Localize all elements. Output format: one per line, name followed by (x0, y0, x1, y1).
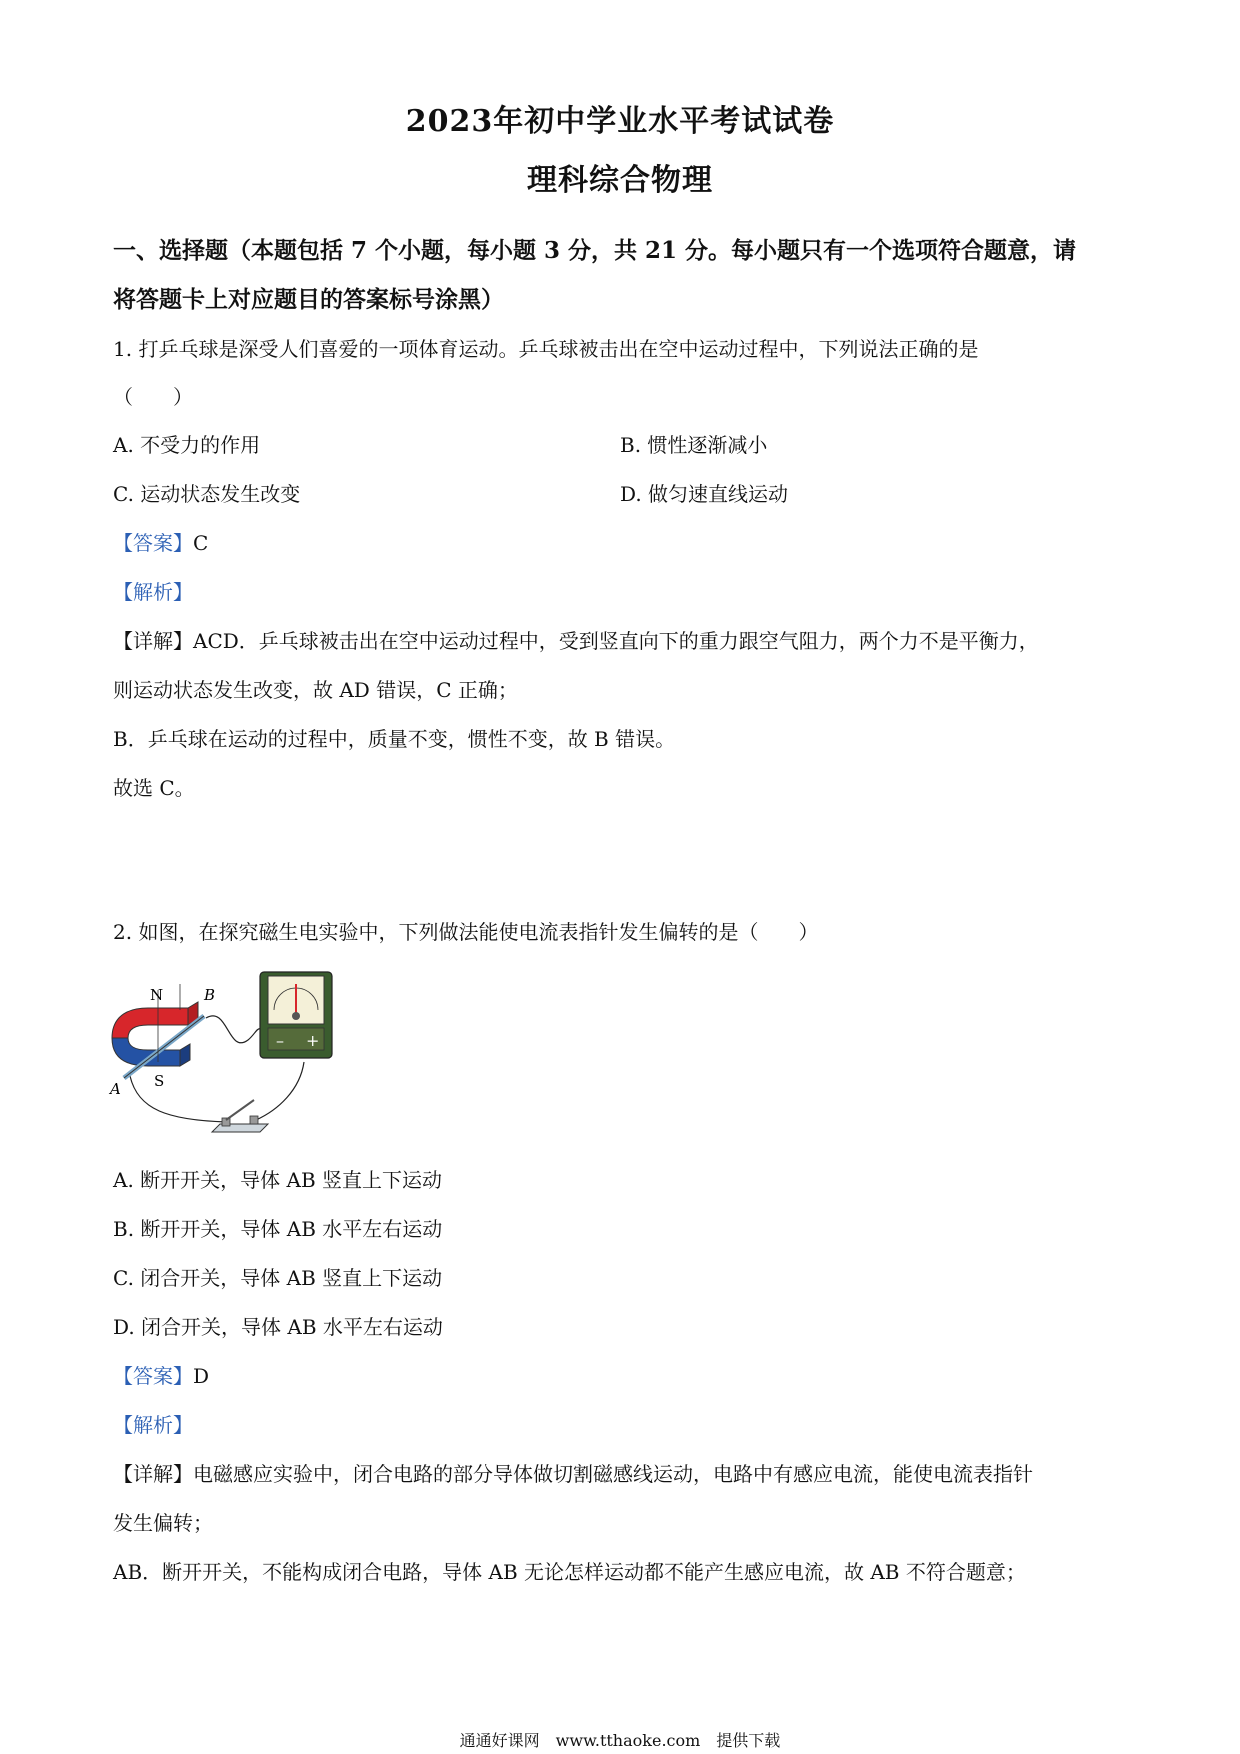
q2-detail-line1: 【详解】电磁感应实验中，闭合电路的部分导体做切割磁感线运动，电路中有感应电流，能使电流表指针 (113, 1462, 1033, 1486)
q2-option-a: A. 断开开关，导体 AB 竖直上下运动 (113, 1168, 443, 1192)
q2-option-d: D. 闭合开关，导体 AB 水平左右运动 (113, 1315, 443, 1339)
q1-option-c: C. 运动状态发生改变 (113, 482, 301, 506)
q2-stem: 2. 如图，在探究磁生电实验中，下列做法能使电流表指针发生偏转的是（ ） (113, 920, 819, 944)
q1-stem-line2: （ ） (113, 385, 193, 409)
page-title: 2023年初中学业水平考试试卷 (405, 104, 835, 139)
q1-option-b: B. 惯性逐渐减小 (620, 433, 768, 457)
ammeter-plus: + (306, 1031, 320, 1050)
label-n: N (150, 986, 164, 1004)
q2-detail-line2: 发生偏转； (113, 1511, 213, 1535)
ammeter (260, 972, 332, 1058)
q2-answer (113, 1360, 209, 1389)
q2-detail-line3: AB．断开开关，不能构成闭合电路，导体 AB 无论怎样运动都不能产生感应电流，故 AB 不符合题意； (113, 1560, 1026, 1584)
q1-detail-line3: B．乒乓球在运动的过程中，质量不变，惯性不变，故 B 错误。 (113, 727, 676, 751)
q1-answer-label: 【答案】 (113, 531, 193, 555)
q2-answer-value: D (193, 1364, 210, 1388)
wire-a-to-switch (130, 1076, 226, 1122)
q2-option-b: B. 断开开关，导体 AB 水平左右运动 (113, 1217, 443, 1241)
q1-answer-value: C (193, 531, 209, 555)
q1-option-d: D. 做匀速直线运动 (620, 482, 789, 506)
label-s: S (154, 1072, 165, 1090)
wire-meter-to-switch (256, 1062, 304, 1120)
ammeter-minus: – (276, 1031, 284, 1050)
q1-detail-line2: 则运动状态发生改变，故 AD 错误，C 正确； (113, 678, 518, 702)
section-heading-line1: 一、选择题（本题包括 7 个小题，每小题 3 分，共 21 分。每小题只有一个选项符合题意，请 (113, 237, 1077, 264)
q1-detail-line4: 故选 C。 (113, 776, 195, 800)
footer-download-note: 通通好课网 www.tthaoke.com 提供下载 (459, 1731, 781, 1750)
q1-analysis-label: 【解析】 (113, 580, 193, 604)
q1-stem-line1: 1. 打乒乓球是深受人们喜爱的一项体育运动。乒乓球被击出在空中运动过程中，下列说法正确的是 (113, 337, 979, 361)
q2-analysis-label: 【解析】 (113, 1413, 193, 1437)
q2-experiment-figure (108, 970, 338, 1145)
page-subtitle: 理科综合物理 (527, 163, 713, 198)
switch (212, 1100, 268, 1132)
label-b: B (204, 986, 216, 1004)
label-a: A (110, 1080, 121, 1098)
section-heading-line2: 将答题卡上对应题目的答案标号涂黑） (113, 286, 504, 313)
q2-answer-label: 【答案】 (113, 1364, 193, 1388)
q1-option-a: A. 不受力的作用 (113, 433, 261, 457)
wire-b-to-meter (206, 1016, 268, 1043)
q2-option-c: C. 闭合开关，导体 AB 竖直上下运动 (113, 1266, 443, 1290)
q1-answer (113, 527, 208, 556)
q1-detail-line1: 【详解】ACD．乒乓球被击出在空中运动过程中，受到竖直向下的重力跟空气阻力，两个力不是平衡力， (113, 629, 1039, 653)
